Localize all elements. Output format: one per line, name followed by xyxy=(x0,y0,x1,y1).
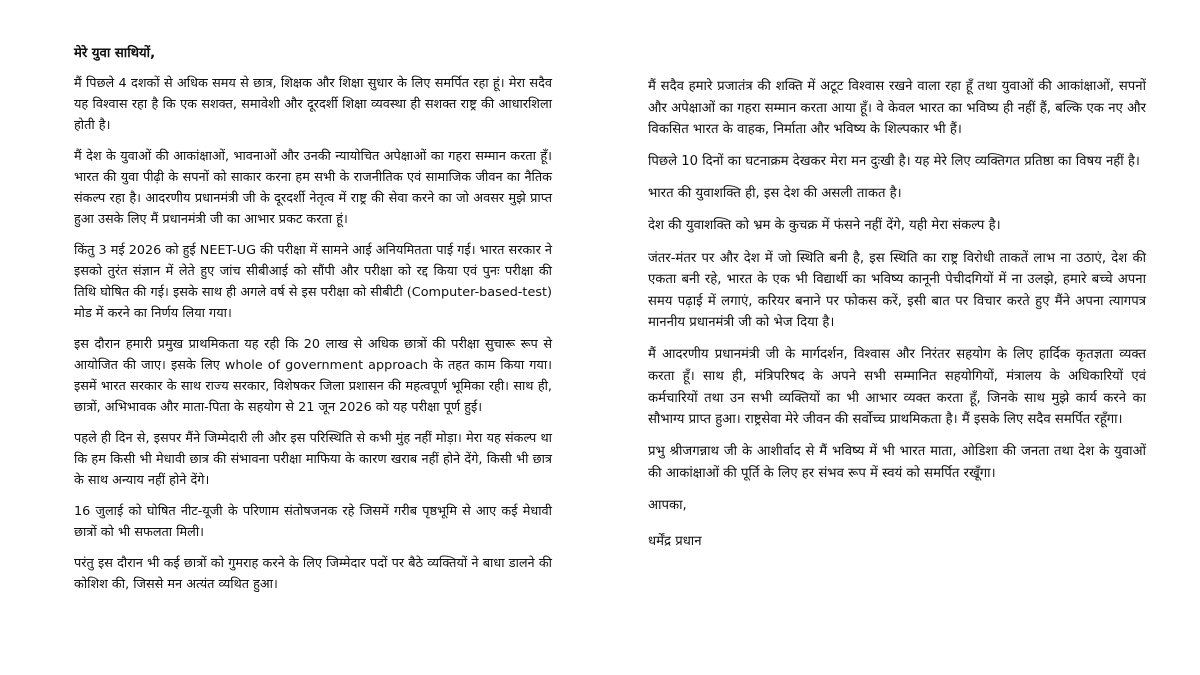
paragraph: पहले ही दिन से, इसपर मैंने जिम्मेदारी ली और इस परिस्थिति से कभी मुंह नहीं मोड़ा। मेरा यह संकल्प था कि हम किसी भी मेधावी छात्र की संभावना परीक्षा माफिया के कारण खराब नहीं होने देंगे, किसी भी छात्र के साथ अन्याय नहीं होने देंगे। xyxy=(74,431,552,488)
paragraph: इस दौरान हमारी प्रमुख प्राथमिकता यह रही कि 20 लाख से अधिक छात्रों की परीक्षा सुचारू रूप से आयोजित की जाए। इसके लिए whole of government approach के तहत काम किया गया। इसमें भारत सरकार के साथ राज्य सरकार, विशेषकर जिला प्रशासन की महत्वपूर्ण भूमिका रही। साथ ही, छात्रों, अभिभावक और माता-पिता के सहयोग से 21 जून 2026 को यह परीक्षा पूर्ण हुई। xyxy=(74,337,552,415)
paragraph: मैं देश के युवाओं की आकांक्षाओं, भावनाओं और उनकी न्यायोचित अपेक्षाओं का गहरा सम्मान करता हूँ। भारत की युवा पीढ़ी के सपनों को साकार करना हम सभी के राजनीतिक एवं सामाजिक जीवन का नैतिक संकल्प रहा है। आदरणीय प्रधानमंत्री जी के दूरदर्शी नेतृत्व में राष्ट्र की सेवा करने का जो अवसर मुझे प्राप्त हुआ उसके लिए मैं प्रधानमंत्री जी का आभार प्रकट करता हूं। xyxy=(74,149,552,227)
paragraph: भारत की युवाशक्ति ही, इस देश की असली ताकत है। xyxy=(648,186,902,202)
paragraph: मैं पिछले 4 दशकों से अधिक समय से छात्र, शिक्षक और शिक्षा सुधार के लिए समर्पित रहा हूं। मेरा सदैव यह विश्वास रहा है कि एक सशक्त, समावेशी और दूरदर्शी शिक्षा व्यवस्था ही सशक्त राष्ट्र की आधारशिला होती है। xyxy=(74,76,552,133)
closing: आपका, xyxy=(648,498,687,513)
paragraph: देश की युवाशक्ति को भ्रम के कुचक्र में फंसने नहीं देंगे, यही मेरा संकल्प है। xyxy=(648,218,1001,234)
paragraph: किंतु 3 मई 2026 को हुई NEET-UG की परीक्षा में सामने आई अनियमितता पाई गई। भारत सरकार ने इसको तुरंत संज्ञान में लेते हुए जांच सीबीआई को सौंपी और परीक्षा को रद्द किया एवं पुनः परीक्षा की तिथि घोषित की गई। इसके साथ ही अगले वर्ष से इस परीक्षा को सीबीटी (Computer-based-test) मोड में करने का निर्णय लिया गया। xyxy=(74,243,552,321)
signature: धर्मेंद्र प्रधान xyxy=(648,534,702,549)
letter-left-column xyxy=(74,44,552,605)
paragraph: परंतु इस दौरान भी कई छात्रों को गुमराह करने के लिए जिम्मेदार पदों पर बैठे व्यक्तियों ने बाधा डालने की कोशिश की, जिससे मन अत्यंत व्यथित हुआ। xyxy=(74,556,552,592)
letter-right-column xyxy=(648,76,1146,567)
paragraph: 16 जुलाई को घोषित नीट-यूजी के परिणाम संतोषजनक रहे जिसमें गरीब पृष्ठभूमि से आए कई मेधावी छात्रों को भी सफलता मिली। xyxy=(74,504,552,540)
paragraph: पिछले 10 दिनों का घटनाक्रम देखकर मेरा मन दुःखी है। यह मेरे लिए व्यक्तिगत प्रतिष्ठा का विषय नहीं है। xyxy=(648,154,1140,170)
paragraph: प्रभु श्रीजगन्नाथ जी के आशीर्वाद से मैं भविष्य में भी भारत माता, ओडिशा की जनता तथा देश के युवाओं की आकांक्षाओं की पूर्ति के लिए हर संभव रूप में स्वयं को समर्पित रखूँगा। xyxy=(648,444,1146,481)
paragraph: जंतर-मंतर पर और देश में जो स्थिति बनी है, इस स्थिति का राष्ट्र विरोधी ताकतें लाभ ना उठाएं, देश की एकता बनी रहे, भारत के एक भी विद्यार्थी का भविष्य कानूनी पेचीदगियों में ना उलझे, हमारे बच्चे अपना समय पढ़ाई में लगाएं, करियर बनाने पर फोकस करें, इसी बात पर विचार करते हुए मैंने अपना त्यागपत्र माननीय प्रधानमंत्री जी को भेज दिया है। xyxy=(648,250,1146,331)
paragraph: मैं सदैव हमारे प्रजातंत्र की शक्ति में अटूट विश्वास रखने वाला रहा हूँ तथा युवाओं की आकांक्षाओं, सपनों और अपेक्षाओं का गहरा सम्मान करता आया हूँ। वे केवल भारत का भविष्य ही नहीं हैं, बल्कि एक नए और विकसित भारत के वाहक, निर्माता और भविष्य के शिल्पकार भी हैं। xyxy=(648,79,1146,138)
salutation: मेरे युवा साथियों, xyxy=(74,46,156,61)
paragraph: मैं आदरणीय प्रधानमंत्री जी के मार्गदर्शन, विश्वास और निरंतर सहयोग के लिए हार्दिक कृतज्ञता व्यक्त करता हूँ। साथ ही, मंत्रिपरिषद के अपने सभी सम्मानित सहयोगियों, मंत्रालय के अधिकारियों एवं कर्मचारियों तथा उन सभी व्यक्तियों का भी आभार व्यक्त करता हूँ, जिनके साथ मुझे कार्य करने का सौभाग्य प्राप्त हुआ। राष्ट्रसेवा मेरे जीवन की सर्वोच्च प्राथमिकता है। मैं इसके लिए सदैव समर्पित रहूँगा। xyxy=(648,347,1146,428)
